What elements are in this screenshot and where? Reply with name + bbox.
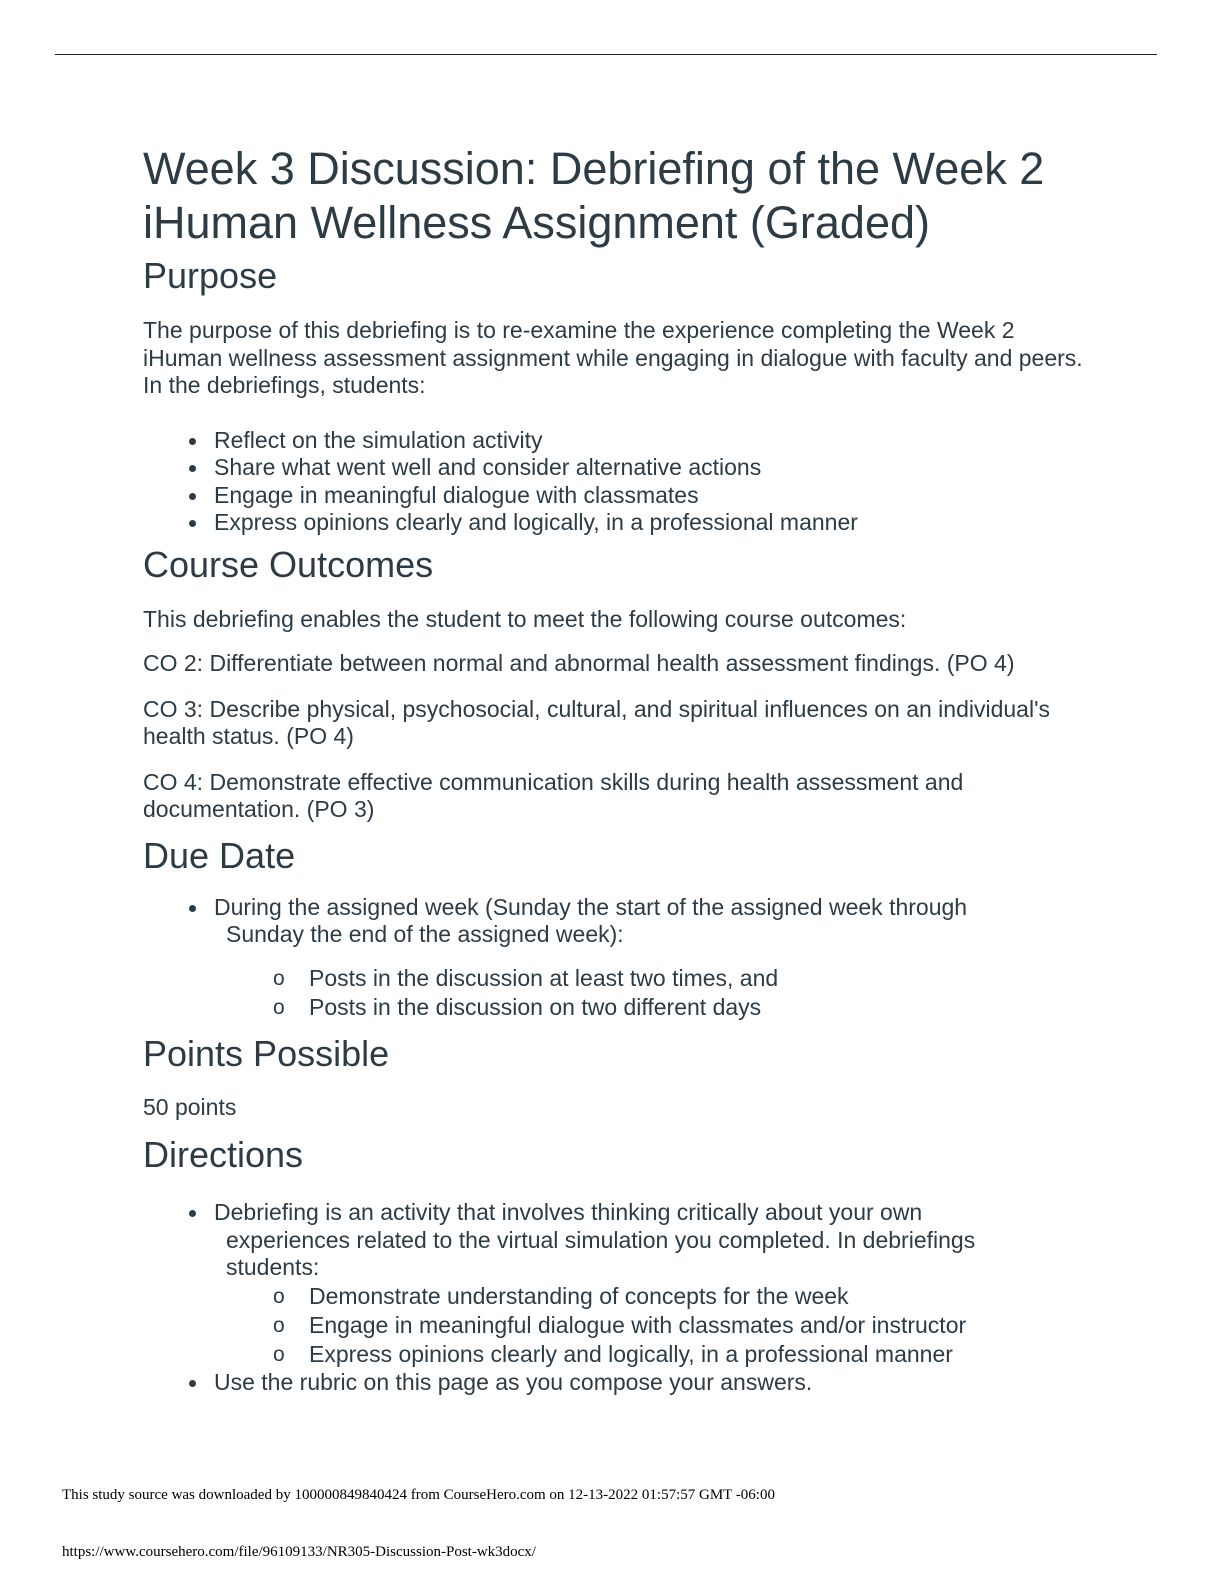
circle-bullet-icon: o	[273, 995, 285, 1019]
circle-bullet-icon: o	[273, 1313, 285, 1337]
list-item-text-line-1: During the assigned week (Sunday the start of the assigned week through	[214, 893, 968, 920]
course-outcomes-heading: Course Outcomes	[143, 543, 434, 585]
list-item	[143, 1369, 1083, 1397]
directions-bullet-list-2	[143, 1369, 1083, 1397]
list-item	[143, 427, 1083, 455]
source-url: https://www.coursehero.com/file/96109133/NR305-Discussion-Post-wk3docx/	[62, 1544, 536, 1560]
list-item-text-line-2: Sunday the end of the assigned week):	[226, 921, 624, 947]
sub-list-item-text: Posts in the discussion on two different days	[309, 993, 762, 1020]
purpose-intro: The purpose of this debriefing is to re-examine the experience completing the Week 2 iHuman wellness assessment assignment while engaging in dialogue with faculty and peers. In the debriefings, students:	[143, 317, 1083, 398]
sub-list-item	[143, 1340, 1083, 1369]
bullet-icon	[189, 520, 196, 527]
sub-list-item-text: Express opinions clearly and logically, in a professional manner	[309, 1340, 953, 1367]
list-item-text: Reflect on the simulation activity	[214, 426, 543, 453]
course-outcome-co3: CO 3: Describe physical, psychosocial, cultural, and spiritual influences on an individual's health status. (PO 4)	[143, 695, 1050, 749]
sub-list-item	[143, 1282, 1083, 1311]
download-notice: This study source was downloaded by 100000849840424 from CourseHero.com on 12-13-2022 01:57:57 GMT -06:00	[62, 1487, 775, 1503]
circle-bullet-icon: o	[273, 1342, 285, 1366]
circle-bullet-icon: o	[273, 1284, 285, 1308]
sub-list-item	[143, 993, 1083, 1022]
directions-heading: Directions	[143, 1134, 304, 1175]
list-item-text: Engage in meaningful dialogue with classmates	[214, 481, 699, 508]
bullet-icon	[189, 438, 196, 445]
list-item-text-line-3: students:	[226, 1254, 320, 1280]
list-item	[143, 454, 1083, 482]
sub-list-item	[143, 1311, 1083, 1340]
list-item	[143, 894, 1083, 949]
bullet-icon	[189, 1210, 196, 1217]
list-item-text: Use the rubric on this page as you compose your answers.	[214, 1368, 813, 1395]
directions-sub-list	[143, 1282, 1083, 1369]
page-title	[143, 142, 1083, 250]
list-item-text: Express opinions clearly and logically, in a professional manner	[214, 509, 858, 535]
circle-bullet-icon: o	[273, 966, 285, 990]
course-outcome-co2: CO 2: Differentiate between normal and abnormal health assessment findings. (PO 4)	[143, 650, 1015, 676]
list-item	[143, 1199, 1083, 1282]
list-item	[143, 482, 1083, 510]
due-date-sub-list	[143, 964, 1083, 1022]
page-title-line-2: iHuman Wellness Assignment (Graded)	[143, 197, 930, 248]
bullet-icon	[189, 493, 196, 500]
sub-list-item	[143, 964, 1083, 993]
course-outcomes-intro: This debriefing enables the student to meet the following course outcomes:	[143, 605, 907, 632]
bullet-icon	[189, 465, 196, 472]
page-title-line-1: Week 3 Discussion: Debriefing of the Week 2	[143, 143, 1045, 194]
bullet-icon	[189, 1380, 196, 1387]
list-item-text-line-2: experiences related to the virtual simulation you completed. In debriefings	[226, 1226, 976, 1253]
points-value: 50 points	[143, 1093, 237, 1120]
list-item-text-line-1: Debriefing is an activity that involves thinking critically about your own	[214, 1199, 923, 1225]
purpose-heading: Purpose	[143, 255, 278, 296]
course-outcome-co4: CO 4: Demonstrate effective communication skills during health assessment and documentation. (PO 3)	[143, 768, 964, 822]
header-divider	[55, 54, 1157, 55]
due-date-bullet-list	[143, 894, 1083, 949]
sub-list-item-text: Demonstrate understanding of concepts for the week	[309, 1282, 849, 1309]
purpose-bullet-list	[143, 427, 1083, 537]
sub-list-item-text: Posts in the discussion at least two times, and	[309, 964, 779, 991]
bullet-icon	[189, 905, 196, 912]
list-item	[143, 509, 1083, 537]
list-item-text: Share what went well and consider alternative actions	[214, 454, 762, 480]
directions-bullet-list	[143, 1199, 1083, 1282]
document-body	[143, 142, 1083, 1396]
due-date-heading: Due Date	[143, 834, 296, 876]
sub-list-item-text: Engage in meaningful dialogue with classmates and/or instructor	[309, 1311, 967, 1338]
points-possible-heading: Points Possible	[143, 1032, 390, 1074]
